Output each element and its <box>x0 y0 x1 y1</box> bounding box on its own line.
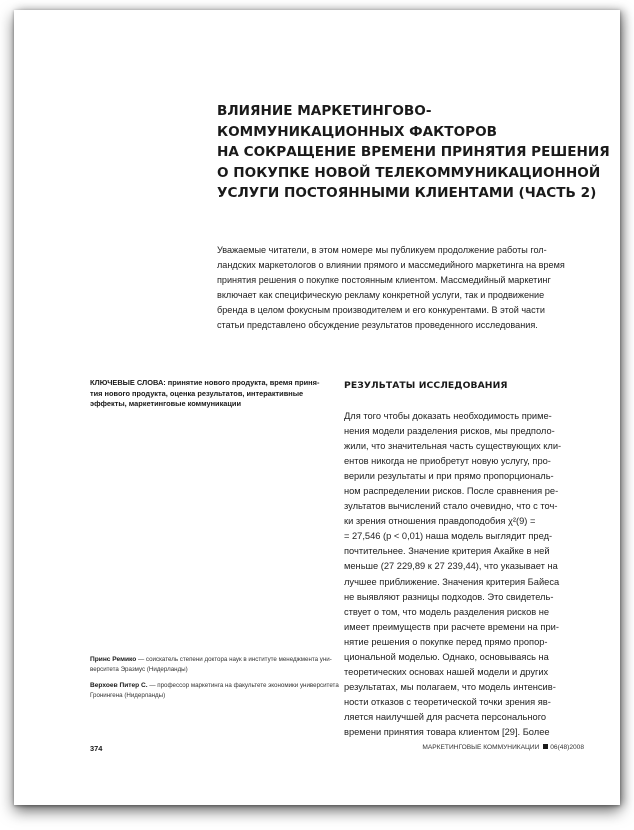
body-line: нятие решения о покупке перед прямо пропор- <box>344 636 548 647</box>
body-text <box>344 409 604 740</box>
keywords-line: КЛЮЧЕВЫЕ СЛОВА: принятие нового продукта, время приня- <box>90 378 320 387</box>
section-heading: РЕЗУЛЬТАТЫ ИССЛЕДОВАНИЯ <box>344 380 508 391</box>
page-number: 374 <box>90 744 103 753</box>
article-lead <box>217 243 597 333</box>
body-line: циональной моделью. Однако, основываясь на <box>344 651 549 662</box>
author-desc: — профессор маркетинга на факультете экономики университета <box>147 682 339 689</box>
author-note-line: Гронингена (Нидерланды) <box>90 692 166 699</box>
lead-line: принятия решения о покупке постоянным клиентом. Массмедийный маркетинг <box>217 275 551 285</box>
body-line: результатах, мы полагаем, что модель интенсив- <box>344 681 556 692</box>
lead-line: бренда в целом фокусным производителем и его конкурентами. В этой части <box>217 305 545 315</box>
author-note <box>90 681 350 701</box>
author-note <box>90 655 350 675</box>
body-line: не выявляют разницы подходов. Это свидетель- <box>344 591 554 602</box>
body-line: времени принятия товара клиентом [29]. Более <box>344 726 550 737</box>
title-line: ВЛИЯНИЕ МАРКЕТИНГОВО- <box>217 103 432 119</box>
body-line: ности отказов с теоретической точки зрения яв- <box>344 696 551 707</box>
issue-number: 06(48)2008 <box>550 744 584 751</box>
body-line: теоретических основах нашей модели и других <box>344 666 549 677</box>
journal-page <box>14 10 620 805</box>
body-line: = 27,546 (p < 0,01) наша модель выглядит пред- <box>344 531 553 542</box>
title-line: О ПОКУПКЕ НОВОЙ ТЕЛЕКОММУНИКАЦИОННОЙ <box>217 164 601 181</box>
author-note-line <box>90 655 350 665</box>
body-line: Для того чтобы доказать необходимость приме- <box>344 411 552 421</box>
journal-name: МАРКЕТИНГОВЫЕ КОММУНИКАЦИИ <box>422 744 540 751</box>
keywords-line: тия нового продукта, оценка результатов, интерактивные <box>90 388 304 398</box>
lead-line: статьи представлено обсуждение результатов проведенного исследования. <box>217 320 538 330</box>
title-line: КОММУНИКАЦИОННЫХ ФАКТОРОВ <box>217 123 498 140</box>
lead-line: ландских маркетологов о влиянии прямого и массмедийного маркетинга на время <box>217 260 565 270</box>
body-line: зультатов вычислений стало очевидно, что с точ- <box>344 501 558 512</box>
body-line: ентов никогда не приобретут новую услугу, про- <box>344 456 551 467</box>
body-line: ном распределении рисков. После сравнения ре- <box>344 486 559 497</box>
body-line: нения модели разделения рисков, мы предполо- <box>344 426 555 437</box>
body-line: верили результаты и при прямо пропорциональ- <box>344 471 554 482</box>
title-line: УСЛУГИ ПОСТОЯННЫМИ КЛИЕНТАМИ (ЧАСТЬ 2) <box>217 185 597 201</box>
keywords-line: эффекты, маркетинговые коммуникации <box>90 399 242 408</box>
author-note-line <box>90 681 350 691</box>
author-name: Принс Ремико <box>90 656 137 663</box>
author-name: Верхоев Питер С. <box>90 682 148 689</box>
body-line: ки зрения отношения правдоподобия χ²(9) = <box>344 516 536 527</box>
body-line: лучшее приближение. Значения критерия Байеса <box>344 576 560 587</box>
body-line: жили, что значительная часть существующих кли- <box>344 441 562 452</box>
running-footer <box>422 744 584 751</box>
author-desc: — соискатель степени доктора наук в институте менеджмента уни- <box>136 656 332 663</box>
lead-line: включает как специфическую рекламу конкретной услуги, так и продвижение <box>217 290 545 300</box>
title-line: НА СОКРАЩЕНИЕ ВРЕМЕНИ ПРИНЯТИЯ РЕШЕНИЯ <box>217 144 610 160</box>
body-line: имеет преимуществ при расчете времени на при- <box>344 621 559 632</box>
body-line: ляется наилучшей для расчета персонального <box>344 711 547 722</box>
article-title <box>217 101 610 204</box>
author-note-line: верситета Эразмус (Нидерланды) <box>90 666 188 673</box>
keywords <box>90 378 340 410</box>
body-line: почтительнее. Значение критерия Акайке в ней <box>344 546 550 557</box>
body-line: меньше (27 229,89 к 27 239,44), что указывает на <box>344 561 558 572</box>
square-bullet-icon <box>543 744 548 749</box>
lead-line: Уважаемые читатели, в этом номере мы публикуем продолжение работы гол- <box>217 245 547 255</box>
body-line: ствует о том, что модель разделения рисков не <box>344 606 550 617</box>
